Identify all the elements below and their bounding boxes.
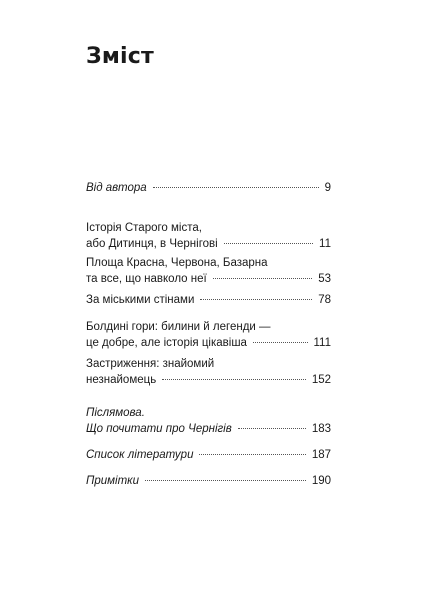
toc-page-number: 183 bbox=[311, 423, 331, 435]
dot-leader bbox=[199, 454, 305, 455]
toc-page-number: 9 bbox=[324, 182, 331, 194]
toc-entry-zastryzhennia[interactable] bbox=[86, 356, 331, 388]
toc-page-number: 187 bbox=[311, 449, 331, 461]
dot-leader bbox=[238, 428, 306, 429]
toc-entry-title-continued: це добре, але історія цікавіша bbox=[86, 337, 247, 349]
toc-entry-title: Болдині гори: билини й легенди — bbox=[86, 321, 271, 333]
dot-leader bbox=[253, 342, 308, 343]
toc-entry-old-town[interactable] bbox=[86, 220, 331, 252]
toc-entry-boldini-hory[interactable] bbox=[86, 319, 331, 351]
dot-leader bbox=[224, 243, 313, 244]
dot-leader bbox=[213, 278, 313, 279]
toc-entry-title: Історія Старого міста, bbox=[86, 222, 202, 234]
toc-entry-title: Застриження: знайомий bbox=[86, 358, 215, 370]
toc-entry-title-continued: незнайомець bbox=[86, 374, 157, 386]
toc-entry-afterword[interactable] bbox=[86, 405, 331, 437]
toc-entry-title: Від автора bbox=[86, 182, 147, 194]
toc-entry-title-continued: та все, що навколо неї bbox=[86, 273, 207, 285]
toc-entry-bibliography[interactable] bbox=[86, 447, 331, 463]
toc-entry-title-continued: або Дитинця, в Чернігові bbox=[86, 238, 218, 250]
toc-entry-title: За міськими стінами bbox=[86, 294, 195, 306]
toc-page-number: 152 bbox=[311, 374, 331, 386]
dot-leader bbox=[162, 379, 306, 380]
toc-entry-notes[interactable] bbox=[86, 473, 331, 489]
dot-leader bbox=[145, 480, 306, 481]
page-title: Зміст bbox=[86, 44, 154, 69]
toc-page-number: 11 bbox=[319, 238, 331, 250]
toc-page-number: 111 bbox=[313, 337, 331, 349]
toc-entry-krasna-square[interactable] bbox=[86, 255, 331, 287]
toc-entry-title-continued: Що почитати про Чернігів bbox=[86, 423, 232, 435]
toc-entry-title: Примітки bbox=[86, 475, 139, 487]
toc-entry-title: Післямова. bbox=[86, 407, 145, 419]
toc-entry-title: Площа Красна, Червона, Базарна bbox=[86, 257, 268, 269]
dot-leader bbox=[153, 187, 319, 188]
toc-entry-from-author[interactable] bbox=[86, 180, 331, 196]
toc-entry-title: Список літератури bbox=[86, 449, 194, 461]
toc-entry-beyond-walls[interactable] bbox=[86, 292, 331, 308]
toc-page-number: 78 bbox=[318, 294, 331, 306]
toc-page-number: 53 bbox=[318, 273, 331, 285]
toc-page-number: 190 bbox=[311, 475, 331, 487]
dot-leader bbox=[200, 299, 312, 300]
